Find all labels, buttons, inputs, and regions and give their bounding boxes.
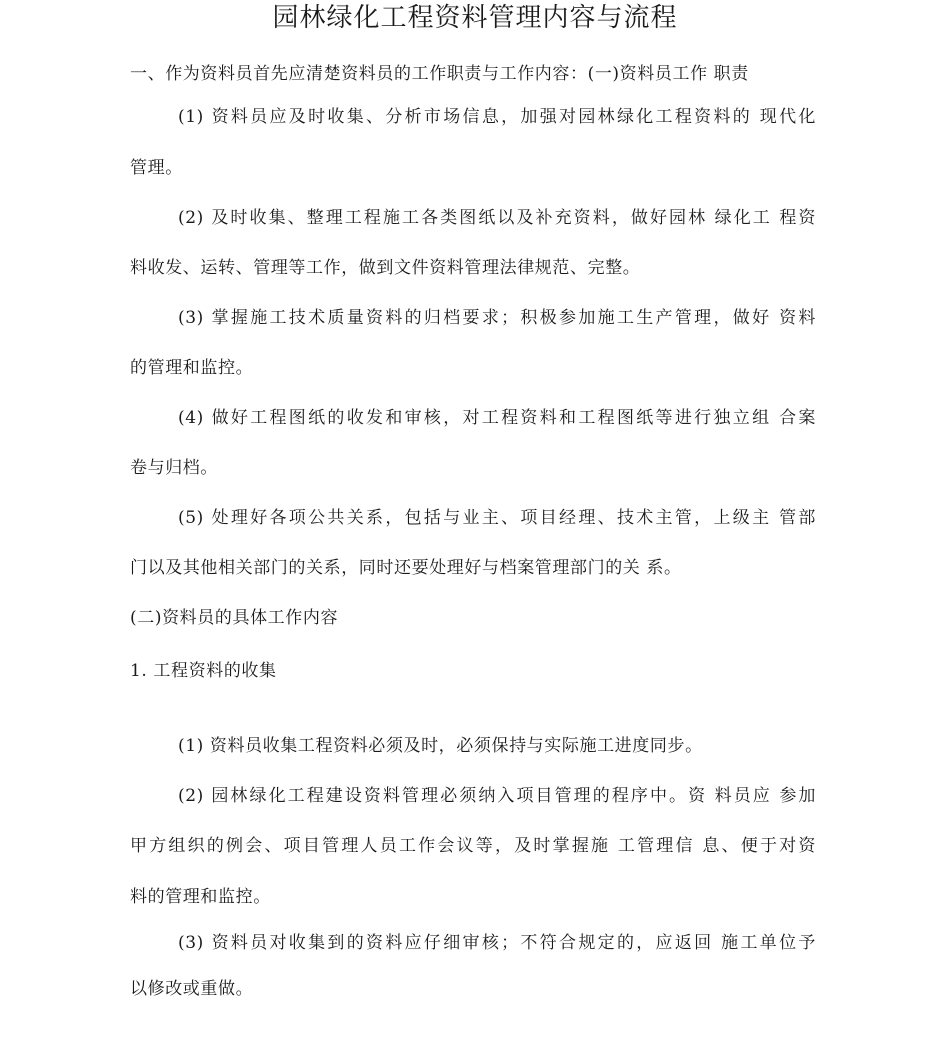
paragraph-line: 料的管理和监控。: [130, 887, 271, 907]
paragraph-line: (2) 及时收集、整理工程施工各类图纸以及补充资料，做好园林 绿化工 程资: [178, 208, 816, 228]
paragraph-line: 料收发、运转、管理等工作，做到文件资料管理法律规范、完整。: [130, 258, 641, 278]
paragraph-line: (3) 资料员对收集到的资料应仔细审核；不符合规定的，应返回 施工单位予: [178, 933, 816, 953]
paragraph-line: 卷与归档。: [130, 458, 218, 478]
paragraph-line: (1) 资料员应及时收集、分析市场信息，加强对园林绿化工程资料的 现代化: [178, 107, 816, 127]
section-heading-work-content: (二)资料员的具体工作内容: [130, 608, 339, 628]
paragraph-line: 以修改或重做。: [130, 979, 254, 999]
paragraph-line: 的管理和监控。: [130, 358, 254, 378]
paragraph-line: 管理。: [130, 158, 183, 178]
paragraph-line: (5) 处理好各项公共关系，包括与业主、项目经理、技术主管，上级主 管部: [178, 508, 816, 528]
subsection-heading-collection: 1. 工程资料的收集: [130, 661, 277, 681]
document-title: 园林绿化工程资料管理内容与流程: [272, 3, 678, 33]
paragraph-line: (3) 掌握施工技术质量资料的归档要求；积极参加施工生产管理，做好 资料: [178, 308, 816, 328]
paragraph-line: 门以及其他相关部门的关系，同时还要处理好与档案管理部门的关 系。: [130, 558, 682, 578]
paragraph-line: 甲方组织的例会、项目管理人员工作会议等，及时掌握施 工管理信 息、便于对资: [130, 836, 816, 856]
paragraph-line: (1) 资料员收集工程资料必须及时，必须保持与实际施工进度同步。: [178, 736, 703, 756]
section-heading-duties: 一、作为资料员首先应清楚资料员的工作职责与工作内容：(一)资料员工作 职责: [130, 64, 749, 84]
paragraph-line: (2) 园林绿化工程建设资料管理必须纳入项目管理的程序中。资 料员应 参加: [178, 786, 816, 806]
paragraph-line: (4) 做好工程图纸的收发和审核，对工程资料和工程图纸等进行独立组 合案: [178, 408, 816, 428]
